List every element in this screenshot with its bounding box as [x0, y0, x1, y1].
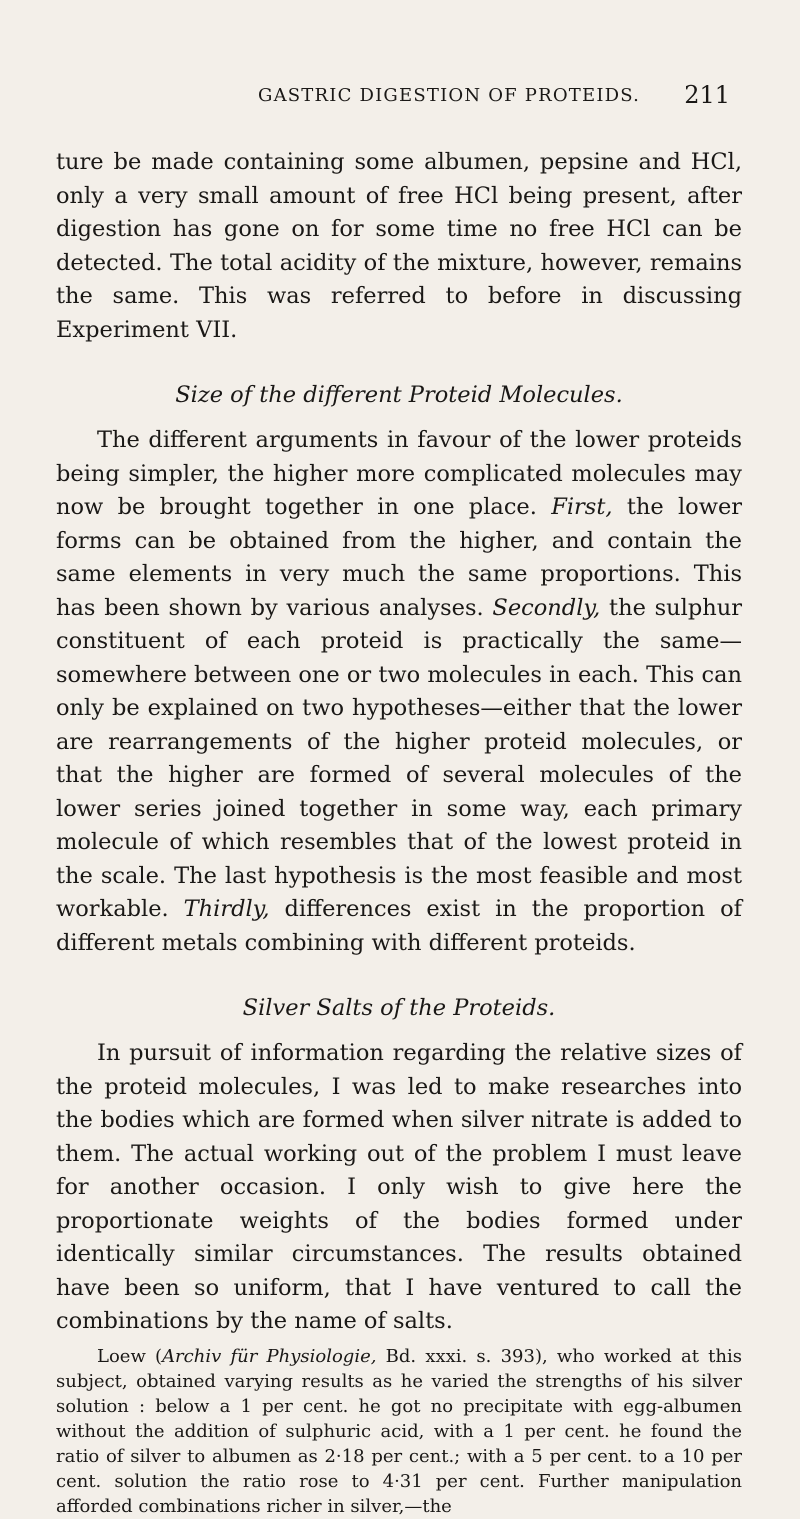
section-heading-silver-salts: Silver Salts of the Proteids.: [242, 995, 556, 1021]
paragraph-arguments: The different arguments in favour of the lower proteids being simpler, the higher more complicated molecules may now be brought together in one place. First, the lower forms can be obtained from the higher, and contain the same elements in very much the same proportions. This has been shown by various analyses. Secondly, the sulphur constituent of each proteid is practically the same—somewhere between one or two molecules in each. This can only be explained on two hypotheses—either that the lower are rearrangements of the higher proteid molecules, or that the higher are formed of several molecules of the lower series joined together in some way, each primary molecule of which resembles that of the lowest proteid in the scale. The last hypothesis is the most feasible and most workable. Thirdly, differences exist in the proportion of different metals combining with different proteids.: [56, 427, 743, 956]
page-number: 211: [684, 81, 730, 109]
small-print-paragraph: Loew (Archiv für Physiologie, Bd. xxxi. s. 393), who worked at this subject, obtained varying results as he varied the strengths of his silver solution : below a 1 per cent. he got no precipitate with egg-albumen without the addition of sulphuric acid, with a 1 per cent. he found the ratio of silver to albumen as 2·18 per cent.; with a 5 per cent. to a 10 per cent. solution the ratio rose to 4·31 per cent. Further manipulation afforded combinations richer in silver,—the: [56, 1345, 742, 1517]
running-title: GASTRIC DIGESTION OF PROTEIDS.: [258, 85, 641, 106]
emphasis-thirdly: Thirdly,: [183, 896, 270, 922]
section-heading-molecule-size: Size of the different Proteid Molecules.: [175, 382, 623, 408]
citation-archiv: Archiv für Physiologie,: [162, 1345, 377, 1367]
emphasis-secondly: Secondly,: [492, 594, 601, 621]
paragraph-silver-salts: In pursuit of information regarding the relative sizes of the proteid molecules, I was led to make researches into the bodies which are formed when silver nitrate is added to them. The actual working out of the problem I must leave for another occasion. I only wish to give here the proportionate weights of the bodies formed under identically similar circumstances. The results obtained have been so uniform, that I have ventured to call the combinations by the name of salts.: [56, 1040, 742, 1334]
paragraph-continued: ture be made containing some albumen, pepsine and HCl, only a very small amount of free HCl being present, after digestion has gone on for some time no free HCl can be detected. The total acidity of the mixture, however, remains the same. This was referred to before in discussing Experiment VII.: [56, 149, 742, 343]
emphasis-first: First,: [551, 494, 613, 520]
page-body: [56, 146, 742, 1519]
